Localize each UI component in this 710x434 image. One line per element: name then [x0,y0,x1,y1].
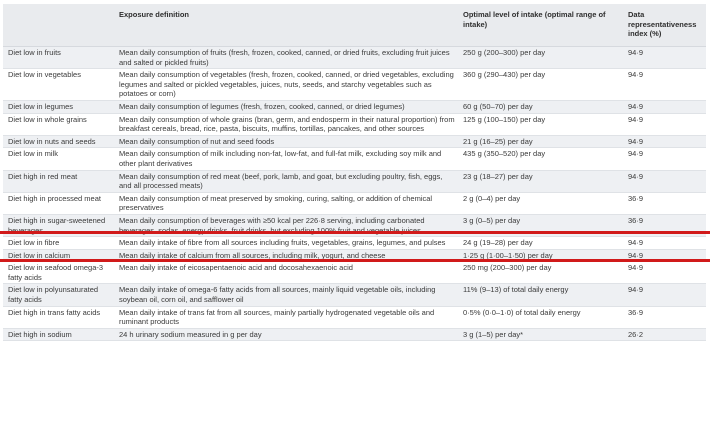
representativeness-cell: 94·9 [623,47,706,69]
exposure-definition-cell: 24 h urinary sodium measured in g per day [114,328,458,341]
optimal-intake-cell: 250 g (200–300) per day [458,47,623,69]
optimal-intake-cell: 60 g (50–70) per day [458,100,623,113]
optimal-intake-cell: 23 g (18–27) per day [458,170,623,192]
exposure-definition-cell: Mean daily consumption of milk including non-fat, low-fat, and full-fat milk, excluding soy milk and other plant derivatives [114,148,458,170]
representativeness-cell: 94·9 [623,284,706,306]
table-row [3,148,706,170]
table-row [3,328,706,341]
header-data-representativeness: Data representativeness index (%) [623,4,706,47]
representativeness-cell: 94·9 [623,262,706,284]
representativeness-cell: 94·9 [623,148,706,170]
representativeness-cell: 94·9 [623,69,706,101]
header-exposure-definition: Exposure definition [114,4,458,47]
representativeness-cell: 94·9 [623,113,706,135]
table-row [3,69,706,101]
exposure-definition-cell: Mean daily consumption of vegetables (fresh, frozen, cooked, canned, or dried vegetables, excluding legumes and salted or pickled vegetables, juices, nuts, seeds, and starchy vegetables such as potatoes or corn) [114,69,458,101]
risk-factor-cell: Diet low in vegetables [3,69,114,101]
exposure-definition-cell: Mean daily consumption of whole grains (bran, germ, and endosperm in their natural proportion) from breakfast cereals, bread, rice, pasta, biscuits, muffins, tortillas, pancakes, and other sources [114,113,458,135]
risk-factor-cell: Diet low in milk [3,148,114,170]
risk-factor-cell: Diet low in polyunsaturated fatty acids [3,284,114,306]
header-optimal-intake: Optimal level of intake (optimal range of intake) [458,4,623,47]
table-header-row [3,4,706,47]
risk-factor-cell: Diet high in trans fatty acids [3,306,114,328]
optimal-intake-cell: 360 g (290–430) per day [458,69,623,101]
exposure-definition-cell: Mean daily intake of omega-6 fatty acids from all sources, mainly liquid vegetable oils, including soybean oil, corn oil, and safflower oil [114,284,458,306]
risk-factor-cell: Diet high in processed meat [3,192,114,214]
table-row [3,100,706,113]
table-row [3,113,706,135]
risk-factor-cell: Diet high in red meat [3,170,114,192]
optimal-intake-cell: 125 g (100–150) per day [458,113,623,135]
representativeness-cell: 26·2 [623,328,706,341]
exposure-definition-cell: Mean daily intake of trans fat from all sources, mainly partially hydrogenated vegetable oils and ruminant products [114,306,458,328]
table-row [3,192,706,214]
table-row [3,214,706,236]
risk-factor-cell: Diet low in nuts and seeds [3,135,114,148]
table-row [3,306,706,328]
representativeness-cell: 94·9 [623,170,706,192]
exposure-definition-cell: Mean daily consumption of red meat (beef, pork, lamb, and goat, but excluding poultry, fish, eggs, and all processed meats) [114,170,458,192]
risk-factor-cell: Diet low in calcium [3,249,114,262]
risk-factor-cell: Diet high in sodium [3,328,114,341]
risk-factor-cell: Diet high in sugar-sweetened beverages [3,214,114,236]
table-row [3,249,706,262]
exposure-definition-cell: Mean daily consumption of legumes (fresh, frozen, cooked, canned, or dried legumes) [114,100,458,113]
representativeness-cell: 94·9 [623,237,706,250]
table-row [3,262,706,284]
representativeness-cell: 36·9 [623,192,706,214]
header-risk-factor [3,4,114,47]
optimal-intake-cell: 11% (9–13) of total daily energy [458,284,623,306]
optimal-intake-cell: 1·25 g (1·00–1·50) per day [458,249,623,262]
optimal-intake-cell: 21 g (16–25) per day [458,135,623,148]
optimal-intake-cell: 0·5% (0·0–1·0) of total daily energy [458,306,623,328]
representativeness-cell: 36·9 [623,214,706,236]
risk-factor-cell: Diet low in fruits [3,47,114,69]
risk-factor-cell: Diet low in seafood omega-3 fatty acids [3,262,114,284]
table-row [3,47,706,69]
optimal-intake-cell: 3 g (0–5) per day [458,214,623,236]
optimal-intake-cell: 2 g (0–4) per day [458,192,623,214]
exposure-definition-cell: Mean daily consumption of meat preserved by smoking, curing, salting, or addition of chemical preservatives [114,192,458,214]
optimal-intake-cell: 435 g (350–520) per day [458,148,623,170]
exposure-definition-cell: Mean daily intake of eicosapentaenoic acid and docosahexaenoic acid [114,262,458,284]
exposure-definition-cell: Mean daily consumption of fruits (fresh, frozen, cooked, canned, or dried fruits, excluding fruit juices and salted or pickled fruits) [114,47,458,69]
table-row [3,170,706,192]
risk-factor-cell: Diet low in whole grains [3,113,114,135]
exposure-definition-cell: Mean daily consumption of beverages with ≥50 kcal per 226·8 serving, including carbonated beverages, sodas, energy drinks, fruit drinks, but excluding 100% fruit and vegetable juices [114,214,458,236]
risk-factor-cell: Diet low in fibre [3,237,114,250]
table-row [3,284,706,306]
optimal-intake-cell: 24 g (19–28) per day [458,237,623,250]
table-row [3,135,706,148]
exposure-definition-cell: Mean daily intake of calcium from all sources, including milk, yogurt, and cheese [114,249,458,262]
optimal-intake-cell: 250 mg (200–300) per day [458,262,623,284]
representativeness-cell: 94·9 [623,100,706,113]
exposure-definition-cell: Mean daily intake of fibre from all sources including fruits, vegetables, grains, legumes, and pulses [114,237,458,250]
exposure-definition-cell: Mean daily consumption of nut and seed foods [114,135,458,148]
optimal-intake-cell: 3 g (1–5) per day* [458,328,623,341]
representativeness-cell: 94·9 [623,135,706,148]
representativeness-cell: 36·9 [623,306,706,328]
representativeness-cell: 94·9 [623,249,706,262]
dietary-risk-table [3,4,706,341]
table-row [3,237,706,250]
risk-factor-cell: Diet low in legumes [3,100,114,113]
